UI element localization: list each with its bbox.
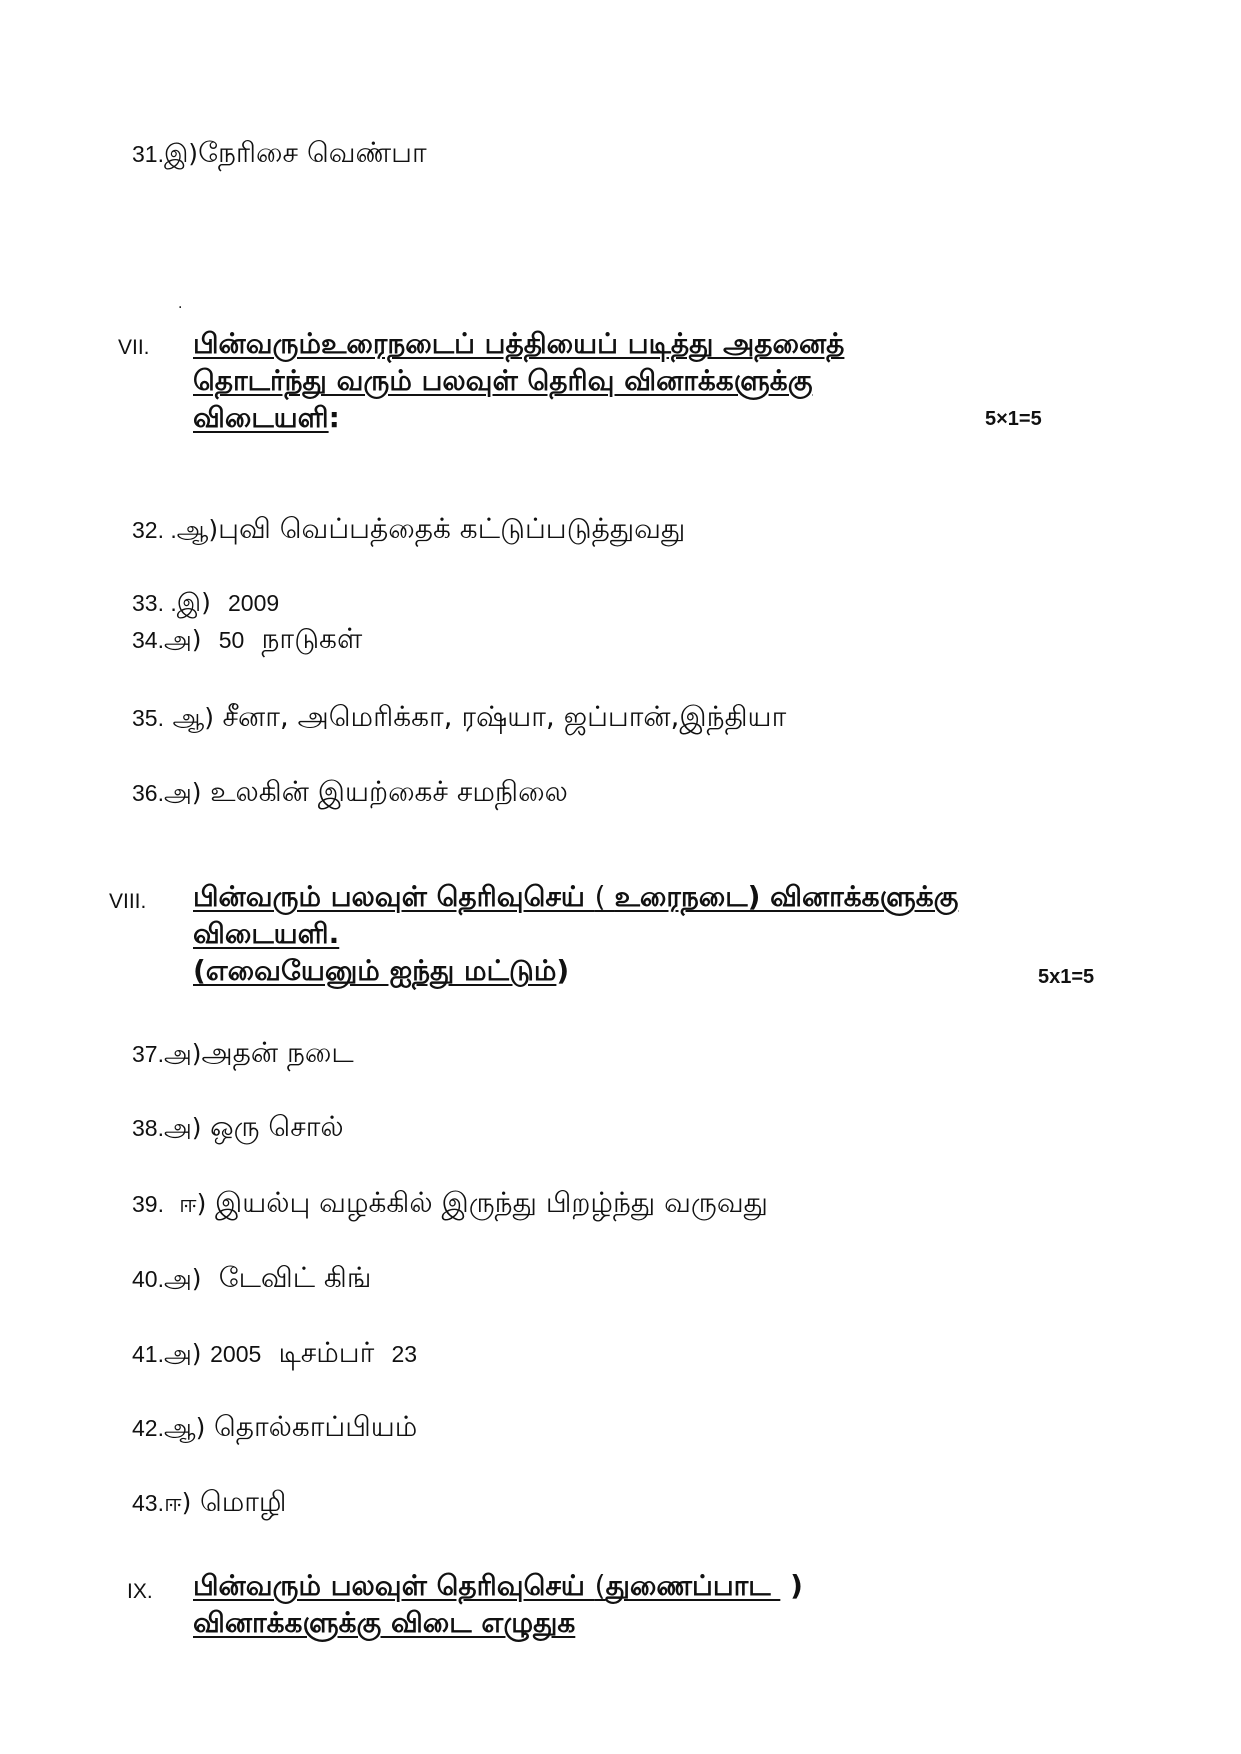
section-9-numeral: IX. (127, 1580, 153, 1603)
option-letter: இ) (176, 588, 211, 617)
answer-text: ஒரு சொல் (210, 1110, 344, 1143)
answer-37 (132, 1036, 354, 1070)
answer-text: டேவிட் கிங் (218, 1261, 372, 1294)
option-letter: இ) (163, 139, 199, 168)
answer-year: 2005 (210, 1341, 262, 1367)
question-number: 41. (132, 1341, 164, 1367)
section-8-close-paren: ) (556, 954, 570, 987)
question-number: 42. (132, 1415, 164, 1441)
answer-text: உலகின் இயற்கைச் சமநிலை (210, 775, 568, 808)
question-number: 38. (132, 1115, 164, 1141)
answer-month: டிசம்பர் (278, 1336, 375, 1369)
answer-40 (132, 1261, 371, 1295)
section-9-line-2: வினாக்களுக்கு விடை எழுதுக (193, 1606, 576, 1639)
option-letter: ஆ) (172, 703, 214, 732)
section-8-line-2: விடையளி. (193, 917, 340, 950)
answer-36 (132, 775, 568, 809)
section-7-marks: 5×1=5 (985, 408, 1042, 430)
answer-33 (132, 587, 279, 619)
section-8-numeral: VIII. (109, 890, 147, 913)
option-letter: அ) (163, 1113, 202, 1142)
section-7-line-2: தொடர்ந்து வரும் பலவுள் தெரிவு வினாக்களுக்கு (193, 364, 813, 397)
answer-number: 50 (218, 627, 245, 653)
answer-year: 2009 (228, 590, 280, 616)
section-8-marks: 5x1=5 (1038, 966, 1095, 988)
answer-43 (132, 1485, 286, 1519)
option-letter: ஈ) (163, 1488, 192, 1517)
option-letter: அ) (163, 778, 202, 807)
question-number: 31. (132, 141, 164, 167)
question-number: 40. (132, 1266, 164, 1292)
answer-31 (132, 136, 427, 170)
answer-text: புவி வெப்பத்தைக் கட்டுப்படுத்துவது (218, 512, 686, 545)
section-9-close-paren: ) (790, 1569, 803, 1602)
answer-41 (132, 1336, 417, 1370)
answer-day: 23 (391, 1341, 418, 1367)
answer-text: நேரிசை வெண்பா (198, 136, 427, 169)
answer-38 (132, 1110, 344, 1144)
answer-34 (132, 622, 362, 656)
section-8-line-3: (எவையேனும் ஐந்து மட்டும் (193, 954, 557, 987)
section-8-line-1a: பின்வரும் பலவுள் தெரிவுசெய் (193, 880, 595, 913)
option-letter: அ) (163, 1339, 202, 1368)
section-7-line-3: விடையளி (193, 401, 329, 434)
option-letter: ஈ) (178, 1189, 207, 1218)
section-9-paren: ( (594, 1569, 606, 1602)
answer-text: அதன் நடை (201, 1036, 354, 1069)
section-9-line-1b: துணைப்பாட (605, 1569, 781, 1602)
section-8-line-1b: உரைநடை) வினாக்களுக்கு (614, 880, 959, 913)
section-7-colon: : (328, 401, 340, 434)
section-7-line-1: பின்வரும்உரைநடைப் பத்தியைப் படித்து அதனைத் (193, 327, 845, 360)
answer-42 (132, 1410, 417, 1444)
option-letter: ஆ) (163, 1413, 206, 1442)
answer-32 (132, 512, 685, 546)
question-number: 43. (132, 1490, 164, 1516)
answer-text: தொல்காப்பியம் (213, 1410, 418, 1443)
answer-35 (132, 700, 786, 734)
question-number: 34. (132, 627, 164, 653)
question-number: 33. . (132, 590, 177, 616)
answer-text: மொழி (199, 1485, 287, 1518)
question-number: 32. . (132, 517, 177, 543)
question-number: 39. (132, 1191, 171, 1217)
question-number: 36. (132, 780, 164, 806)
option-letter: அ) (163, 625, 202, 654)
section-7-numeral: VII. (118, 336, 150, 359)
answer-text: சீனா, அமெரிக்கா, ரஷ்யா, ஜப்பான்,இந்தியா (222, 700, 787, 733)
section-8-heading (193, 878, 958, 989)
stray-dot: . (178, 296, 183, 312)
answer-text: நாடுகள் (261, 622, 363, 655)
section-9-line-1a: பின்வரும் பலவுள் தெரிவுசெய் (193, 1569, 595, 1602)
answer-text: இயல்பு வழக்கில் இருந்து பிறழ்ந்து வருவது (214, 1186, 768, 1219)
option-letter: அ) (163, 1039, 202, 1068)
option-letter: ஆ) (176, 515, 219, 544)
section-9-heading (193, 1567, 803, 1641)
section-8-paren: ( (594, 880, 615, 913)
question-number: 35. (132, 705, 164, 731)
option-letter: அ) (163, 1264, 202, 1293)
question-number: 37. (132, 1041, 164, 1067)
answer-39 (132, 1186, 768, 1220)
section-7-heading (193, 325, 844, 436)
